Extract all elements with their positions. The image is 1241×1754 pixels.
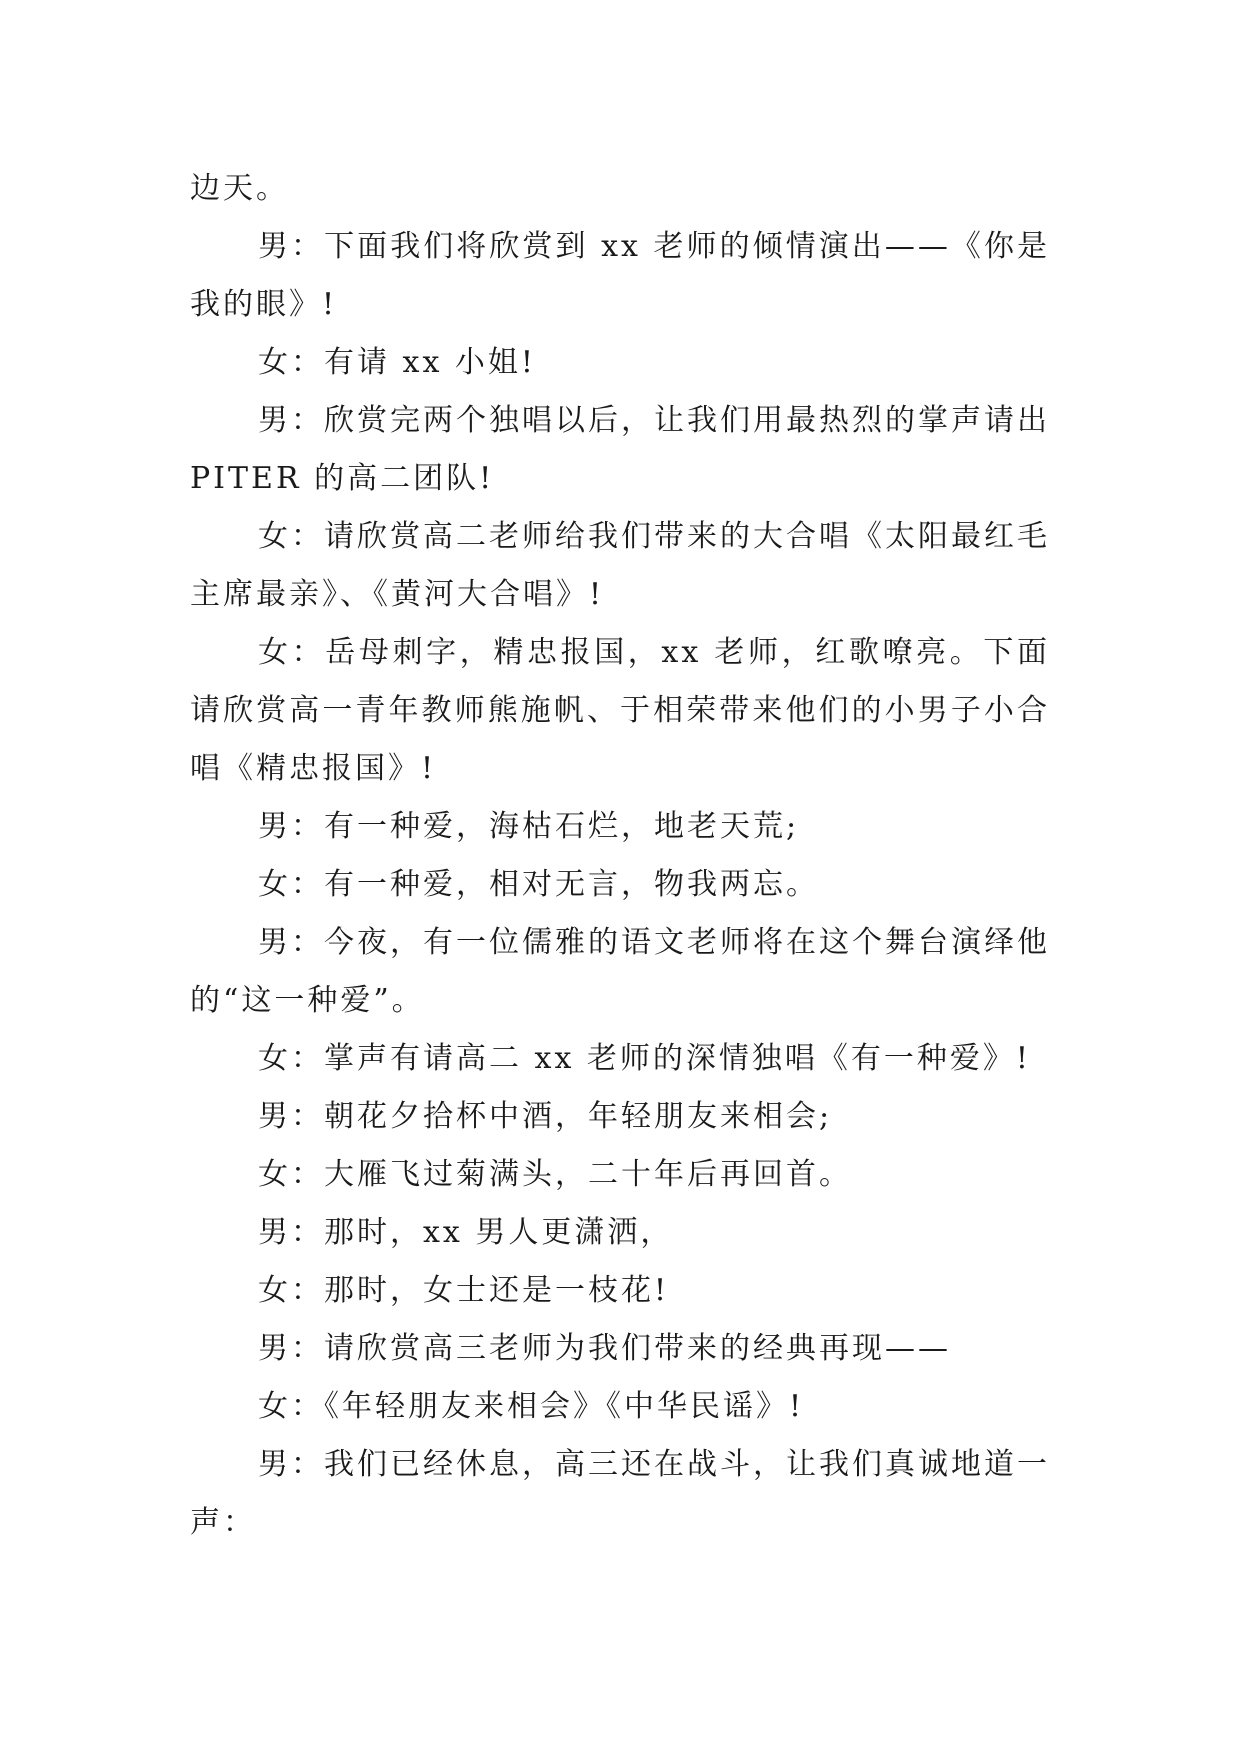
paragraph: 男：我们已经休息，高三还在战斗，让我们真诚地道一声：	[190, 1447, 1050, 1540]
paragraph: 男：那时，xx 男人更潇洒，	[258, 1215, 674, 1250]
paragraph: 边天。	[190, 171, 289, 206]
document-body	[190, 160, 1050, 1552]
paragraph: 女：有请 xx 小姐!	[258, 345, 536, 380]
paragraph: 女：请欣赏高二老师给我们带来的大合唱《太阳最红毛主席最亲》、《黄河大合唱》!	[190, 519, 1050, 612]
paragraph: 女：大雁飞过菊满头，二十年后再回首。	[258, 1157, 852, 1192]
paragraph: 男：请欣赏高三老师为我们带来的经典再现——	[258, 1331, 951, 1366]
paragraph: 女：岳母刺字，精忠报国，xx 老师，红歌嘹亮。下面请欣赏高一青年教师熊施帆、于相荣带来他们的小男子小合唱《精忠报国》!	[190, 635, 1050, 786]
paragraph: 男：朝花夕拾杯中酒，年轻朋友来相会;	[258, 1099, 833, 1134]
paragraph: 女：有一种爱，相对无言，物我两忘。	[258, 867, 819, 902]
paragraph: 男：欣赏完两个独唱以后，让我们用最热烈的掌声请出 PITER 的高二团队!	[190, 403, 1050, 496]
paragraph: 女：《年轻朋友来相会》《中华民谣》!	[258, 1389, 805, 1424]
paragraph: 男：有一种爱，海枯石烂，地老天荒;	[258, 809, 800, 844]
paragraph: 男：今夜，有一位儒雅的语文老师将在这个舞台演绎他的“这一种爱”。	[190, 925, 1050, 1018]
paragraph: 男：下面我们将欣赏到 xx 老师的倾情演出——《你是我的眼》!	[190, 229, 1050, 322]
paragraph: 女：掌声有请高二 xx 老师的深情独唱《有一种爱》!	[258, 1041, 1031, 1076]
paragraph: 女：那时，女士还是一枝花!	[258, 1273, 670, 1308]
